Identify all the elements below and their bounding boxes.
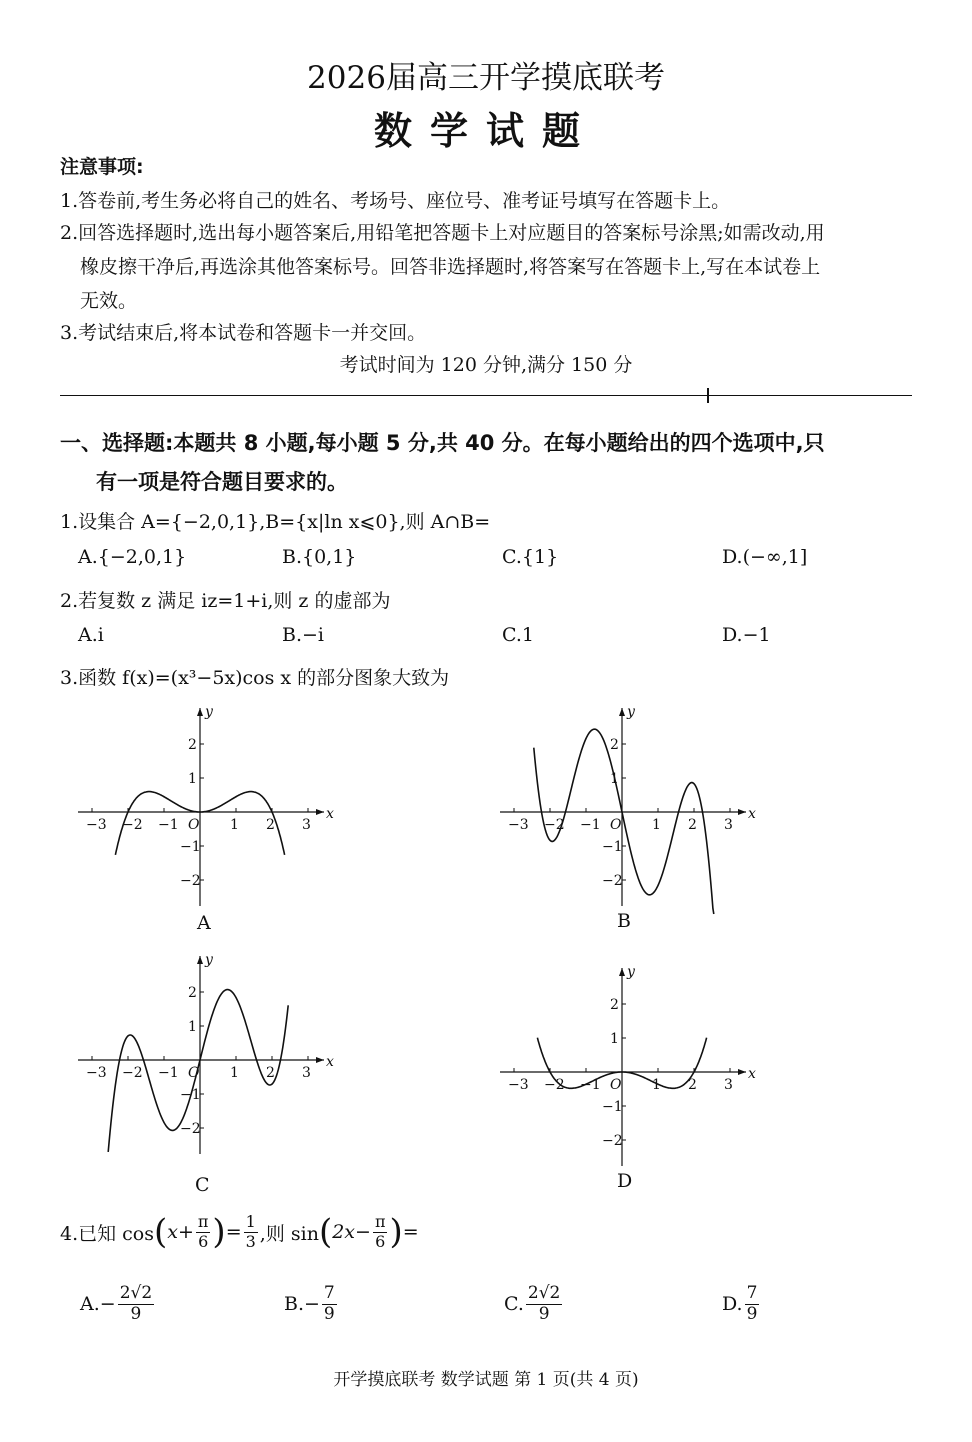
x-tick-label: 3 xyxy=(724,817,733,833)
q4-paren-open: ( xyxy=(154,1212,168,1252)
q4-frac-1-3: $\frac{1}{3}$ xyxy=(245,1212,256,1251)
graph-c-label: C xyxy=(195,1174,210,1196)
graph-a-label: A xyxy=(197,912,211,934)
x-tick-label: −2 xyxy=(122,1065,143,1081)
x-tick-label: −3 xyxy=(508,1077,529,1093)
x-tick-label: −2 xyxy=(544,1077,565,1093)
graph-b-label: B xyxy=(617,910,631,932)
section-heading-cont: 有一项是符合题目要求的。 xyxy=(96,470,348,494)
x-tick-label: O xyxy=(610,1077,622,1093)
y-axis-arrow xyxy=(197,956,203,964)
y-axis-name: y xyxy=(627,704,635,720)
q4-frac-pi6-a: $\frac{\pi}{6}$ xyxy=(197,1212,209,1251)
y-axis-name: y xyxy=(205,952,213,968)
graph-svg xyxy=(492,700,756,910)
y-tick-label: −2 xyxy=(602,873,623,889)
y-axis-name: y xyxy=(205,704,213,720)
graph-svg xyxy=(70,700,334,910)
q1-option-a: A.{−2,0,1} xyxy=(78,546,187,568)
graph-d-label: D xyxy=(617,1170,633,1192)
q2-option-a: A.i xyxy=(78,624,104,646)
y-tick-label: −2 xyxy=(180,1121,201,1137)
x-tick-label: 2 xyxy=(688,817,697,833)
x-tick-label: 1 xyxy=(230,817,239,833)
y-tick-label: −1 xyxy=(602,1099,623,1115)
x-tick-label: 1 xyxy=(230,1065,239,1081)
notice-item-2-end: 无效。 xyxy=(80,290,138,312)
x-axis-name: x xyxy=(748,806,756,822)
subject-title: 数学试题 xyxy=(373,108,598,153)
graph-svg xyxy=(70,948,334,1158)
q4-option-a: A.− $\frac{2√2}{9}$ xyxy=(80,1283,153,1324)
q4-prefix: 4.已知 cos xyxy=(60,1222,154,1245)
graph-b xyxy=(492,700,756,914)
y-axis-arrow xyxy=(619,968,625,976)
x-tick-label: −1 xyxy=(580,1077,601,1093)
x-axis-arrow xyxy=(316,809,324,815)
question-2-stem: 2.若复数 z 满足 iz=1+i,则 z 的虚部为 xyxy=(60,590,391,612)
y-tick-label: −1 xyxy=(602,839,623,855)
section-heading: 一、选择题:本题共 8 小题,每小题 5 分,共 40 分。在每小题给出的四个选项中,只 xyxy=(60,431,825,455)
x-tick-label: −1 xyxy=(158,1065,179,1081)
question-4-stem xyxy=(60,1212,419,1252)
y-axis-name: y xyxy=(627,964,635,980)
x-tick-label: 1 xyxy=(652,1077,661,1093)
x-tick-label: −2 xyxy=(122,817,143,833)
y-axis-arrow xyxy=(197,708,203,716)
y-tick-label: 2 xyxy=(188,737,197,753)
x-tick-label: −3 xyxy=(86,1065,107,1081)
question-3-stem: 3.函数 f(x)=(x³−5x)cos x 的部分图象大致为 xyxy=(60,667,450,689)
x-tick-label: O xyxy=(610,817,622,833)
y-tick-label: −2 xyxy=(180,873,201,889)
question-1-stem: 1.设集合 A={−2,0,1},B={x|ln x⩽0},则 A∩B= xyxy=(60,511,491,533)
notice-heading: 注意事项: xyxy=(60,156,144,178)
graph-svg xyxy=(492,960,756,1170)
x-tick-label: 1 xyxy=(652,817,661,833)
graph-d xyxy=(492,960,756,1174)
x-tick-label: −1 xyxy=(580,817,601,833)
x-axis-name: x xyxy=(326,806,334,822)
x-tick-label: O xyxy=(188,817,200,833)
x-tick-label: −2 xyxy=(544,817,565,833)
y-tick-label: 1 xyxy=(610,1031,619,1047)
q4-eq: = xyxy=(225,1221,242,1243)
x-tick-label: 2 xyxy=(688,1077,697,1093)
x-axis-name: x xyxy=(326,1054,334,1070)
y-tick-label: −1 xyxy=(180,839,201,855)
notice-item-1: 1.答卷前,考生务必将自己的姓名、考场号、座位号、准考证号填写在答题卡上。 xyxy=(60,190,731,212)
q2-option-d: D.−1 xyxy=(722,624,771,646)
q1-option-b: B.{0,1} xyxy=(282,546,357,568)
q4-mid: ,则 sin xyxy=(259,1222,319,1245)
graph-c xyxy=(70,948,334,1162)
notice-item-2-cont: 橡皮擦干净后,再选涂其他答案标号。回答非选择题时,将答案写在答题卡上,写在本试卷上 xyxy=(80,256,821,278)
q4-end: = xyxy=(402,1221,419,1243)
q1-option-c: C.{1} xyxy=(502,546,559,568)
time-info: 考试时间为 120 分钟,满分 150 分 xyxy=(339,354,633,376)
x-tick-label: 2 xyxy=(266,817,275,833)
x-tick-label: 3 xyxy=(302,1065,311,1081)
q4-frac-pi6-b: $\frac{\pi}{6}$ xyxy=(374,1212,386,1251)
x-tick-label: −1 xyxy=(158,817,179,833)
x-tick-label: O xyxy=(188,1065,200,1081)
q2-option-b: B.−i xyxy=(282,624,324,646)
x-axis-arrow xyxy=(316,1057,324,1063)
y-axis-arrow xyxy=(619,708,625,716)
q4-option-b: B.− $\frac{7}{9}$ xyxy=(284,1283,335,1324)
graph-a xyxy=(70,700,334,914)
page-footer: 开学摸底联考 数学试题 第 1 页(共 4 页) xyxy=(333,1370,639,1390)
q4-paren-close-2: ) xyxy=(389,1212,403,1252)
q4-inner2: 2x− xyxy=(332,1221,371,1243)
q4-paren-open-2: ( xyxy=(318,1212,333,1252)
q4-inner1: x+ xyxy=(167,1221,194,1243)
y-tick-label: −1 xyxy=(180,1087,201,1103)
q4-option-d: D. $\frac{7}{9}$ xyxy=(722,1283,758,1324)
y-tick-label: 2 xyxy=(610,737,619,753)
exam-title: 2026届高三开学摸底联考 xyxy=(307,60,665,96)
q4-option-c: C. $\frac{2√2}{9}$ xyxy=(504,1283,561,1324)
y-tick-label: 1 xyxy=(610,771,619,787)
x-axis-name: x xyxy=(748,1066,756,1082)
notice-item-3: 3.考试结束后,将本试卷和答题卡一并交回。 xyxy=(60,322,427,344)
y-tick-label: 1 xyxy=(188,771,197,787)
y-tick-label: −2 xyxy=(602,1133,623,1149)
divider-tick xyxy=(707,388,709,403)
q1-option-d: D.(−∞,1] xyxy=(722,546,808,568)
y-tick-label: 2 xyxy=(610,997,619,1013)
x-tick-label: 3 xyxy=(724,1077,733,1093)
x-axis-arrow xyxy=(738,1069,746,1075)
divider-line xyxy=(60,395,912,396)
x-tick-label: −3 xyxy=(508,817,529,833)
x-tick-label: 3 xyxy=(302,817,311,833)
x-tick-label: −3 xyxy=(86,817,107,833)
y-tick-label: 1 xyxy=(188,1019,197,1035)
x-tick-label: 2 xyxy=(266,1065,275,1081)
x-axis-arrow xyxy=(738,809,746,815)
y-tick-label: 2 xyxy=(188,985,197,1001)
q2-option-c: C.1 xyxy=(502,624,534,646)
notice-item-2: 2.回答选择题时,选出每小题答案后,用铅笔把答题卡上对应题目的答案标号涂黑;如需改动,用 xyxy=(60,222,825,244)
q4-paren-close: ) xyxy=(212,1212,226,1252)
